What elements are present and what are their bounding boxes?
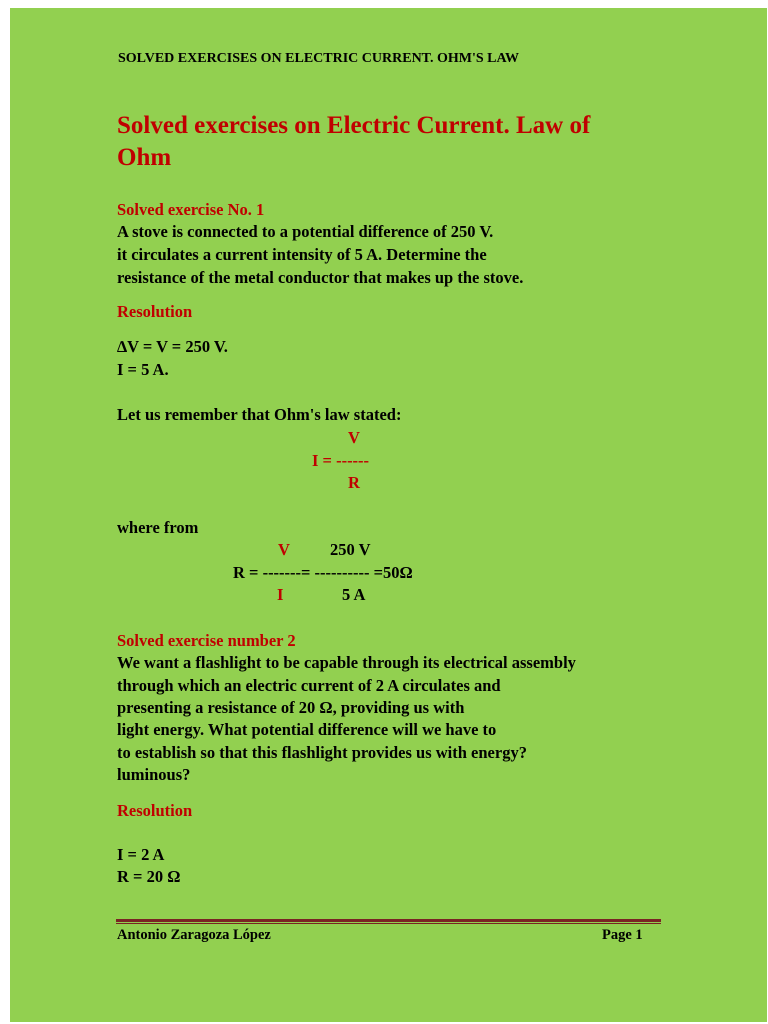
exercise-1-resolution-heading: Resolution: [117, 302, 193, 321]
footer-rule: [116, 919, 661, 922]
exercise-2-heading: Solved exercise number 2: [117, 631, 296, 650]
ohm-law-intro: Let us remember that Ohm's law stated:: [117, 405, 402, 424]
exercise-1-text-line: it circulates a current intensity of 5 A. Determine the: [117, 245, 487, 264]
calc-numerator-symbol: V: [278, 540, 290, 559]
exercise-2-resolution-heading: Resolution: [117, 801, 193, 820]
exercise-2-text-line: presenting a resistance of 20 Ω, providing us with: [117, 698, 465, 717]
exercise-2-text-line: light energy. What potential difference will we have to: [117, 720, 497, 739]
exercise-2-text-line: luminous?: [117, 765, 191, 784]
ohm-numerator: V: [348, 428, 360, 447]
footer-rule-thin: [116, 923, 661, 924]
exercise-1-text-line: resistance of the metal conductor that makes up the stove.: [117, 268, 524, 287]
document-page: [10, 8, 767, 1022]
exercise-1-text-line: A stove is connected to a potential difference of 250 V.: [117, 222, 494, 241]
exercise-2-given: R = 20 Ω: [117, 867, 181, 886]
page-title-line-1: Solved exercises on Electric Current. Law of: [117, 112, 591, 139]
exercise-1-given: ∆V = V = 250 V.: [117, 337, 228, 356]
exercise-1-heading: Solved exercise No. 1: [117, 200, 265, 219]
footer-page-number: Page 1: [602, 927, 643, 943]
exercise-2-given: I = 2 A: [117, 845, 165, 864]
where-from-text: where from: [117, 518, 199, 537]
calc-denominator-symbol: I: [277, 585, 284, 604]
ohm-equation: I = ------: [312, 451, 370, 470]
exercise-2-text-line: through which an electric current of 2 A circulates and: [117, 676, 501, 695]
footer-author: Antonio Zaragoza López: [117, 927, 271, 943]
exercise-2-text-line: to establish so that this flashlight provides us with energy?: [117, 743, 527, 762]
resistance-calculation: R = -------= ---------- =50Ω: [233, 563, 413, 582]
calc-numerator-value: 250 V: [330, 540, 371, 559]
exercise-2-text-line: We want a flashlight to be capable through its electrical assembly: [117, 653, 576, 672]
calc-denominator-value: 5 A: [342, 585, 366, 604]
exercise-1-given: I = 5 A.: [117, 360, 169, 379]
ohm-denominator: R: [348, 473, 360, 492]
running-header: SOLVED EXERCISES ON ELECTRIC CURRENT. OHM'S LAW: [118, 51, 520, 66]
page-title-line-2: Ohm: [117, 144, 172, 171]
